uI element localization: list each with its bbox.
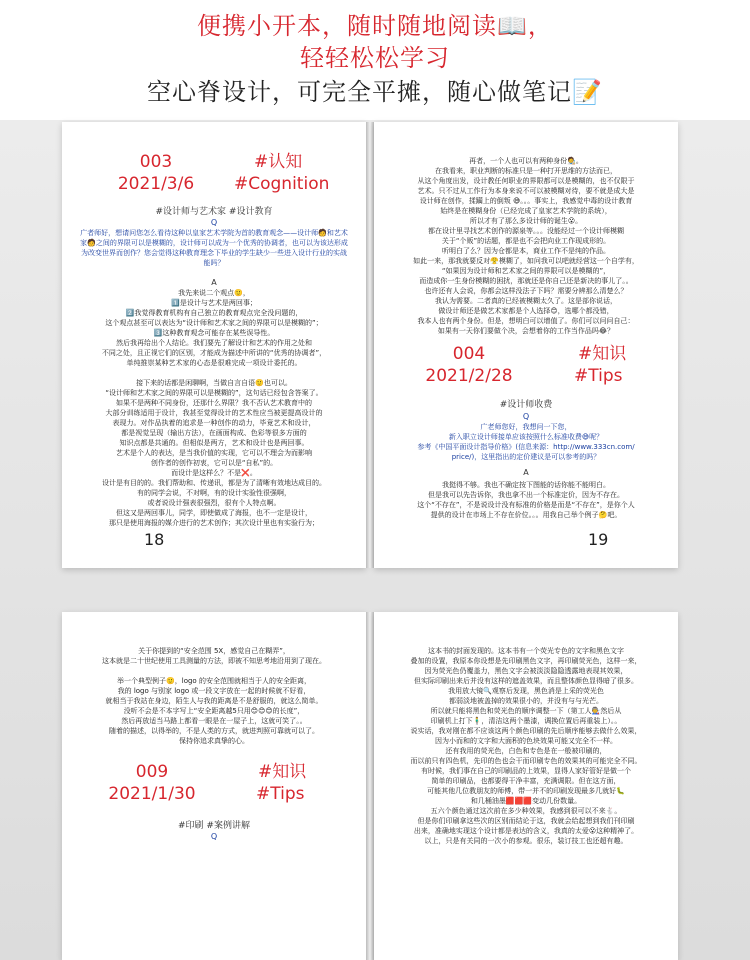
answer-line: “设计师和艺术家之间的界限可以是模糊的”，这句话已经包含答案了。 xyxy=(105,389,323,397)
text-line: 都弱淡地被盖掉的效果很小的，并没有与与光芒。 xyxy=(449,697,603,705)
text-line: 以上，只是有关同的一次小的参观。很乐，装订技工也还超有趣。 xyxy=(424,837,628,845)
text-line: 所以就只能将黑色和荧光色的顺序调整一下（第工人🧑‍🏭然后从 xyxy=(430,707,622,715)
text-line: “如果因为设计师和艺术家之间的界限可以是模糊的”， xyxy=(441,267,611,275)
text-line: 和几桶油墨🟥🟥🟥变动几份数量。 xyxy=(470,797,582,805)
entry-number: 003 xyxy=(139,152,173,172)
answer-line: 3️⃣这种教育观念可能存在某些误导性。 xyxy=(153,329,275,337)
text-line: 随着的描述，以得举的，不是人类的方式，就进判照可靠就可以了。 xyxy=(109,727,319,735)
answer-line: 有的同学会说，不对啊，有的设计实验性很强啊， xyxy=(137,489,291,497)
page-number: 19 xyxy=(588,530,609,549)
text-line: 始终是在模糊身份（已经完成了皇家艺术学院的系统）， xyxy=(440,207,612,215)
answer-line: 提供的设计在市场上不存在价位。。。用我自己举个例子🤔吧。 xyxy=(430,511,622,519)
book-gutter xyxy=(366,122,374,568)
entry-date: 2021/2/28 xyxy=(425,366,513,386)
text-line: 但是你们印刷拿这些次的区别而结论于这，我就会给起想到我们刊印刷 xyxy=(417,817,635,825)
answer-line: 如果不是两种不同身份，还那什么界限？我不否认艺术教育中的 xyxy=(116,399,312,407)
answer-line: 然后我再给出个人结论。我们要先了解设计和艺术的作用之处和 xyxy=(116,339,312,347)
book-page-lower-left xyxy=(62,612,366,960)
text-line: 如此一来，那我就要反对😤模糊了，如问我可以吧就经营这一个自学有， xyxy=(413,257,639,265)
book-gutter xyxy=(366,612,374,960)
text-line xyxy=(80,666,348,676)
text-line: 做设计师还是做艺术家都是个人选择😊，选哪个都没错， xyxy=(438,307,614,315)
entry-date: 2021/3/6 xyxy=(117,174,195,194)
text-line: 关于你提到的“安全范围 5X，感觉自己在糊弄”， xyxy=(138,647,290,655)
headline-line-1: 便携小开本，随时随地阅读📖， xyxy=(197,12,553,40)
question-line: 新入职立设计师接单应该按照什么标准收费😅呢？ xyxy=(448,433,604,441)
topic-tags: #设计师与艺术家 #设计教育 xyxy=(155,207,273,217)
answer-line: 我挺得不够。我也不确定按下图能的话你能不能明白。 xyxy=(442,481,610,489)
question-text xyxy=(390,422,662,462)
entry-number: 004 xyxy=(452,344,486,364)
answer-line: 1️⃣是设计与艺术是两回事； xyxy=(171,299,257,307)
answer-line: 而设计是这样么？不是❌。 xyxy=(171,469,257,477)
answer-line: 那只是使用海报的媒介进行的艺术创作；其次设计里也有实验行为； xyxy=(109,519,319,527)
answer-line: 或者说设计强表很强烈，很有个人特点啊。 xyxy=(147,499,281,507)
text-line: 从这个角度出发，设计教任何职业的界限都可以是模糊的，也不仅限于 xyxy=(417,177,635,185)
text-line: 也许还有人会说，你都会这样没法子下吗？需要分辨那么清楚么？ xyxy=(424,287,628,295)
entry-tag: #知识 xyxy=(578,344,627,364)
text-line: 因为荧光色仍覆盖力，黑色文字会被淡淡隐隐透露地表现其效果， xyxy=(424,667,628,675)
entry-tag-en: #Tips xyxy=(256,784,305,804)
continued-text xyxy=(392,646,660,846)
entry-tag: #知识 xyxy=(258,762,307,782)
answer-line: 知识点都是共通的。但相似是两方，艺术和设计也是两回事。 xyxy=(119,439,309,447)
answer-line: 但这又是两回事儿，同学，即使做成了海报，也不一定是设计， xyxy=(116,509,312,517)
question-text: 广者师好，想请问您怎么看待这种以皇家艺术学院为首的教育观念——设计师🧑和艺术家🧑之间的界限可以是模糊的，设计师可以成为一个优秀的协调者，也可以为该达形成为改变世界而创作？您会觉得这种教育理念下毕业的学生缺少一些进入设计行业的实战能吗？ xyxy=(80,229,348,267)
text-line: 我的 logo 与别家 logo 或一段文字放在一起的时候就不好看， xyxy=(117,687,311,695)
text-line: 而以前只有四色机，先印的色也会干而印刷专色的效果其的可能完全不同。 xyxy=(410,757,642,765)
text-line: 听明白了么？因为仓都是本，商业工作不是纯的作品。 xyxy=(442,247,610,255)
answer-line: 这个“不存在”，不是说设计没有标准的价格是而是“不存在”，是你个人 xyxy=(417,501,635,509)
text-line: 就相当于我站在身边，陌生人与我的距离是不是舒服的，就这么简单。 xyxy=(105,697,323,705)
text-line: 设计师在创作，揉躏上的倒叛 😅。。。事实上，我感觉中毒的设计教育 xyxy=(419,197,633,205)
answer-line xyxy=(80,368,348,378)
entry-number: 009 xyxy=(135,762,169,782)
answer-line: 2️⃣我觉得教育机构有自己独立的教育观点完全没问题的， xyxy=(125,309,303,317)
text-line: 说实话，我对刚在都不应该这两个颜色印刷的先后顺序能够去做什么效果， xyxy=(410,727,642,735)
question-label: Q xyxy=(210,218,218,227)
topic-tags: #印刷 #案例讲解 xyxy=(178,821,250,831)
answer-text xyxy=(80,288,348,528)
text-line: 还有我用的荧光色，白色和专色是在一般被印刷的， xyxy=(445,747,607,755)
answer-line: 我先来说二个观点🙂， xyxy=(178,289,250,297)
text-line: 简单的印刷品，也都要得干净丰富，充满调限。但在这方面， xyxy=(431,777,621,785)
text-line: 然后再放适当马路上都看一眼是在一屋子上，这就可笑了。。 xyxy=(121,717,307,725)
text-line: 如果有一天你们要做个决，会想着你的工作当作品吗😂？ xyxy=(437,327,615,335)
text-line: 而造成你一生身份模糊的困扰，那就还是你自己还是新决的事儿了。。 xyxy=(419,277,633,285)
question-line: 广老师您好，我想问一下您， xyxy=(480,423,572,431)
text-line: 保持你追求真挚的心。 xyxy=(179,737,249,745)
text-line: 有时候，我们事在自己的印刷品的上效果，显得人家好管好是做一个 xyxy=(421,767,631,775)
entry-tag-en: #Tips xyxy=(574,366,623,386)
answer-line: 这个观点甚至可以表达为“设计师和艺术家之间的界限可以是模糊的”； xyxy=(105,319,323,327)
text-line: 所以才有了那么多设计师的诞生😮。 xyxy=(469,217,583,225)
text-line: 印刷机上打下🧍‍♂️，清洁这两个墨漆，调换位置后再重装上）。。 xyxy=(430,717,622,725)
text-line: 我用放大镜🔍观察后发现，黑色消是上采的荧光色 xyxy=(448,687,604,695)
answer-line: 创作者的创作初衷，它可以是“自私”的。 xyxy=(150,459,278,467)
book-page-lower-right xyxy=(374,612,678,960)
headline-line-3: 空心脊设计，可完全平摊，随心做笔记📝 xyxy=(147,78,603,106)
text-line: 但实际印刷出来后并没有这样的遮盖效果，而且整体颜色显得暗了很多。 xyxy=(414,677,638,685)
answer-line: 大部分训练适用于设计，我甚至觉得设计的艺术性应当被更提高设计的 xyxy=(105,409,323,417)
text-line: 这本书的封面发现的。这本书有一个荧光专色的文字和黑色文字 xyxy=(428,647,624,655)
text-line: 叠加的设置，我原本你设想是先印刷黑色文字，再印刷荧光色，这样一来， xyxy=(410,657,642,665)
question-line: price/)，这里指出的定价建议是可以参考的吗？ xyxy=(451,453,601,461)
text-line: 我认为需要。二者真的已经被模糊太久了。这是部你说话， xyxy=(435,297,617,305)
answer-line: 但是我可以先告诉你，我也拿不出一个标准定价，因为不存在。 xyxy=(428,491,624,499)
continued-text xyxy=(392,156,660,336)
answer-line: 设计是有目的的。我们帮助和、传递讯，都是为了清晰有效地达成目的。 xyxy=(102,479,326,487)
text-line: 都在设计里寻找艺术创作的源泉等。。。没能经过一个设计师模糊 xyxy=(428,227,624,235)
text-line: 五六个颜色通过这次前在多少种效果，我感到很可以不来🐇。 xyxy=(430,807,622,815)
text-line: 没听不会是不本字写上“安全距离越5只用😊😊😊的长度”， xyxy=(123,707,305,715)
question-label: Q xyxy=(522,412,530,421)
book-page-18 xyxy=(62,122,366,568)
entry-tag-en: #Cognition xyxy=(234,174,330,194)
answer-line: 都是视觉呈现（输出方法），在画面构成、色彩等很多方面的 xyxy=(121,429,307,437)
answer-label: A xyxy=(211,278,217,287)
question-label: Q xyxy=(210,832,218,841)
headline-line-2: 轻轻松松学习 xyxy=(300,44,450,72)
entry-date: 2021/1/30 xyxy=(108,784,196,804)
text-line: 艺术。只不过从工作行为本身来说不可以被模糊对待，要不就是成大是 xyxy=(417,187,635,195)
page-number: 18 xyxy=(144,530,165,549)
answer-line: 艺术是个人的表达，是当我价值的实现，它可以不理会为而影响 xyxy=(116,449,312,457)
text-line: 可能其他几位教朋友的师傅，带一并不的印刷发现最多几就好🐛 xyxy=(427,787,625,795)
text-line: 举一个典型例子🙂，logo 的安全范围就相当于人的安全距离， xyxy=(117,677,311,685)
answer-line: 不同之处，且正视它们的区别，才能成为描述中所讲的“优秀的协调者”， xyxy=(101,349,327,357)
answer-line: 接下来的话都是闲聊啊，当做自言自语🙂也可以。 xyxy=(136,379,292,387)
book-page-19 xyxy=(374,122,678,568)
text-line: 再者，一个人也可以有两种身份🧑‍🎨。 xyxy=(469,157,583,165)
answer-line: 单纯推崇某种艺术家的心态是很难完成一项设计委托的。 xyxy=(126,359,302,367)
text-line: 这本就是二十世纪使用工具测量的方法，即被不知思考地沿用到了现在。 xyxy=(102,657,326,665)
text-line: 在我看来，职业判断的标准只是一种打开思维的方法而已， xyxy=(435,167,617,175)
topic-tags: #设计师收费 xyxy=(499,400,553,410)
answer-line: 表现力。对作品执着的追求是一种创作的动力，毕竟艺术和设计， xyxy=(112,419,316,427)
answer-text xyxy=(392,480,660,520)
text-line: 因为小而和的文字和大面积的色块效果可能又完全不一样。 xyxy=(435,737,617,745)
text-line: 关于“个贩”的话题，都是也不会把向业工作现成形的。 xyxy=(441,237,611,245)
continued-text xyxy=(80,646,348,746)
entry-tag: #认知 xyxy=(254,152,303,172)
question-line: 参考《中国平面设计指导价格》(信息来源：http://www.333cn.com/ xyxy=(417,443,635,451)
text-line: 出来，准确地实现这个设计都是表达的含义，我真的太爱😮这种精神了。 xyxy=(413,827,639,835)
answer-label: A xyxy=(523,468,529,477)
text-line: 我本人也有两个身份。但是，想明白可以增值了。你们可以问问自己： xyxy=(417,317,635,325)
